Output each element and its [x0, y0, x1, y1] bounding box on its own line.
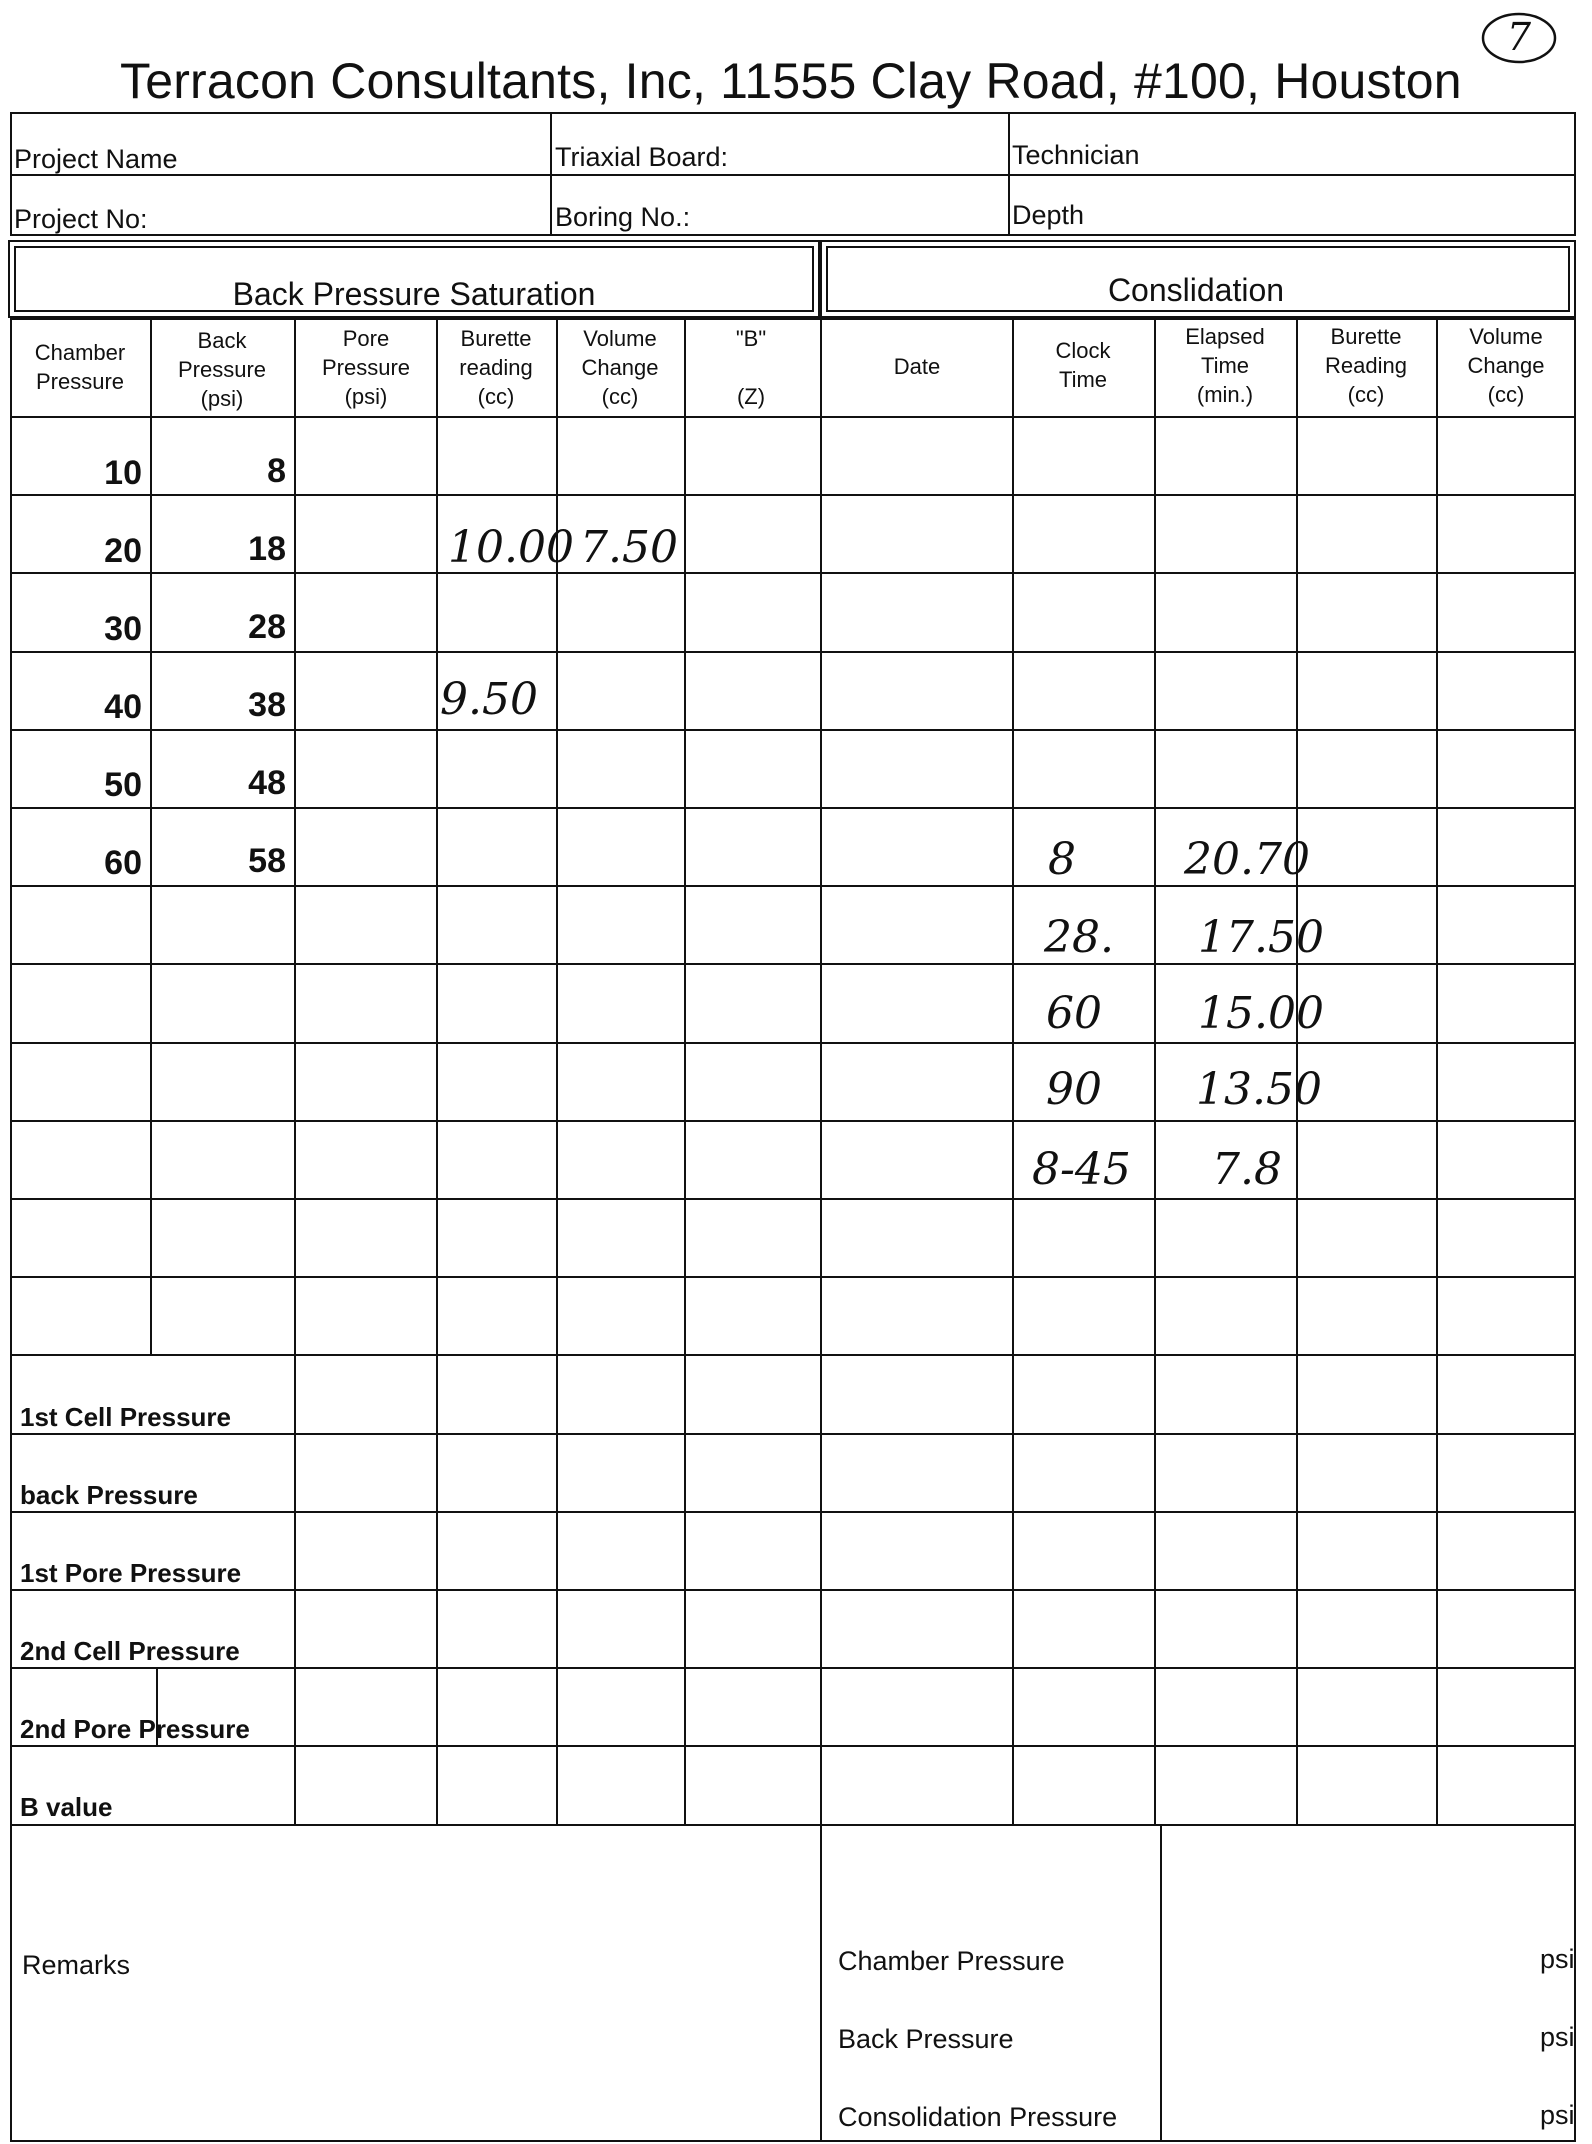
col-chamber-pressure: Chamber Pressure — [34, 340, 126, 394]
consolidation-title: Conslidation — [1107, 272, 1285, 308]
back-pressure-unit: psi — [1540, 2022, 1575, 2052]
second-cell-pressure-label: 2nd Cell Pressure — [20, 1636, 240, 1666]
page-title: Terracon Consultants, Inc, 11555 Clay Road, #100, Houston — [120, 53, 1462, 109]
col-date: Date — [893, 354, 941, 379]
row-line — [10, 885, 1576, 887]
row-line — [10, 1589, 1576, 1591]
b-value-label: B value — [20, 1792, 113, 1822]
row-line — [10, 1276, 1576, 1278]
row-line — [10, 1120, 1576, 1122]
row-line — [10, 807, 1576, 809]
boring-no-label: Boring No.: — [555, 202, 691, 232]
depth-label: Depth — [1012, 200, 1085, 230]
row-line — [10, 1667, 1576, 1669]
chamber-pressure-cell: 40 — [104, 688, 142, 726]
row-line — [10, 572, 1576, 574]
project-no-label: Project No: — [14, 204, 148, 234]
row-line — [10, 1433, 1576, 1435]
column-divider — [684, 318, 686, 1824]
first-pore-pressure-label: 1st Pore Pressure — [20, 1558, 242, 1588]
col-clock-time: Clock Time — [1055, 338, 1111, 392]
chamber-pressure-cell: 30 — [104, 610, 142, 648]
back-pressure-cell: 38 — [248, 686, 286, 724]
first-cell-pressure-label: 1st Cell Pressure — [20, 1402, 232, 1432]
row-line — [10, 1824, 1576, 1826]
triaxial-board-label: Triaxial Board: — [555, 142, 729, 172]
table-bottom-border — [10, 2140, 1576, 2142]
back-pressure-cell: 8 — [267, 452, 286, 490]
chamber-pressure-unit: psi — [1540, 1944, 1575, 1974]
column-divider — [1012, 318, 1014, 1824]
technician-label: Technician — [1012, 140, 1140, 170]
remarks-label: Remarks — [22, 1950, 131, 1980]
table-left-border — [10, 318, 12, 2140]
project-name-label: Project Name — [14, 144, 178, 174]
col-elapsed-time: Elapsed Time (min.) — [1185, 324, 1265, 407]
elapsed-time-cell: 15.00 — [1198, 988, 1324, 1039]
row-line — [10, 651, 1576, 653]
burette-reading-cell: 10.00 — [448, 522, 574, 573]
row-line — [10, 963, 1576, 965]
clock-time-cell: 60 — [1046, 988, 1102, 1039]
page-number-text: 7 — [1506, 15, 1532, 59]
row-line — [10, 494, 1576, 496]
row-line — [10, 1042, 1576, 1044]
row-line — [10, 1198, 1576, 1200]
chamber-pressure-cell: 20 — [104, 532, 142, 570]
elapsed-time-cell: 7.8 — [1212, 1144, 1282, 1195]
back-pressure-title: Back Pressure Saturation — [232, 276, 596, 312]
back-pressure-label: back Pressure — [20, 1480, 198, 1510]
row-line — [10, 1745, 1576, 1747]
header-bottom-line — [10, 416, 1576, 418]
column-divider — [150, 318, 152, 1354]
chamber-pressure-label: Chamber Pressure — [838, 1946, 1065, 1976]
column-divider — [1160, 1824, 1162, 2140]
page-number — [1478, 10, 1560, 64]
back-pressure-cell: 28 — [248, 608, 286, 646]
chamber-pressure-cell: 50 — [104, 766, 142, 804]
col-pore-pressure: Pore Pressure (psi) — [321, 326, 411, 409]
second-pore-pressure-label: 2nd Pore Pressure — [20, 1714, 250, 1744]
col-burette-reading-cons: Burette Reading (cc) — [1325, 324, 1407, 407]
col-volume-change-cons: Volume Change (cc) — [1467, 324, 1545, 407]
consolidation-pressure-unit: psi — [1540, 2100, 1575, 2130]
table-top-border — [10, 318, 1576, 320]
elapsed-time-cell: 20.70 — [1184, 834, 1310, 885]
back-pressure-cell: 18 — [248, 530, 286, 568]
clock-time-cell: 8-45 — [1032, 1144, 1131, 1195]
column-divider — [1436, 318, 1438, 1824]
consolidation-pressure-label: Consolidation Pressure — [838, 2102, 1118, 2132]
row-line — [10, 1511, 1576, 1513]
chamber-pressure-cell: 60 — [104, 844, 142, 882]
column-divider — [1154, 318, 1156, 1824]
column-divider — [294, 318, 296, 1824]
elapsed-time-cell: 13.50 — [1196, 1064, 1322, 1115]
chamber-pressure-cell: 10 — [104, 454, 142, 492]
elapsed-time-cell: 17.50 — [1198, 912, 1324, 963]
col-b-value: "B" (Z) — [735, 326, 767, 409]
volume-change-cell: 7.50 — [580, 522, 678, 573]
col-volume-change: Volume Change (cc) — [581, 326, 659, 409]
col-back-pressure: Back Pressure (psi) — [177, 328, 267, 411]
row-line — [10, 1354, 1576, 1356]
row-line — [10, 729, 1576, 731]
clock-time-cell: 28. — [1044, 912, 1114, 963]
back-pressure-summary-label: Back Pressure — [838, 2024, 1014, 2054]
burette-reading-cell: 9.50 — [440, 674, 538, 725]
back-pressure-cell: 48 — [248, 764, 286, 802]
clock-time-cell: 90 — [1046, 1064, 1102, 1115]
table-right-border — [1574, 318, 1576, 2140]
section-divider — [820, 318, 822, 2140]
col-burette-reading: Burette reading (cc) — [459, 326, 533, 409]
back-pressure-cell: 58 — [248, 842, 286, 880]
clock-time-cell: 8 — [1048, 834, 1076, 885]
column-divider — [436, 318, 438, 1824]
